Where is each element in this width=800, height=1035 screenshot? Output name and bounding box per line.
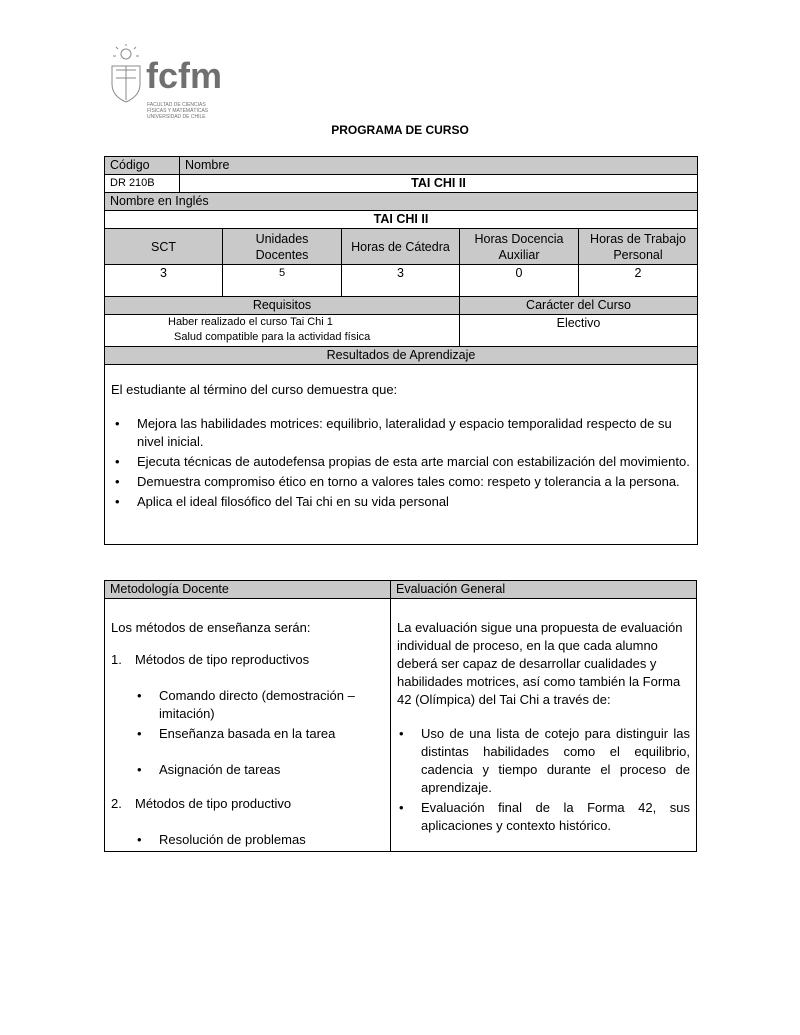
page-title: PROGRAMA DE CURSO — [331, 123, 469, 137]
list-item: • Evaluación final de la Forma 42, sus aplicaciones y contexto histórico. — [421, 799, 690, 835]
svg-text:FÍSICAS Y MATEMÁTICAS: FÍSICAS Y MATEMÁTICAS — [147, 108, 209, 114]
svg-text:fcfm: fcfm — [146, 55, 223, 96]
requisitos-value — [105, 315, 460, 347]
catedra-header: Horas de Cátedra — [342, 229, 460, 265]
codigo-label: Código — [105, 157, 180, 175]
metodologia-content — [105, 599, 391, 852]
caracter-value: Electivo — [460, 315, 698, 347]
nombre-label: Nombre — [180, 157, 698, 175]
nombre-value: TAI CHI II — [180, 175, 698, 193]
list-item: • Aplica el ideal filosófico del Tai chi en su vida personal — [137, 493, 691, 511]
requisito-2: Salud compatible para la actividad física — [174, 331, 371, 343]
resultados-label: Resultados de Aprendizaje — [105, 347, 698, 365]
resultados-intro: El estudiante al término del curso demuestra que: — [111, 382, 398, 397]
list-item: • Comando directo (demostración – imitación) — [159, 687, 384, 723]
codigo-value: DR 210B — [105, 175, 180, 193]
fcfm-logo — [108, 44, 238, 126]
ingles-value: TAI CHI II — [105, 211, 698, 229]
evaluacion-label: Evaluación General — [391, 581, 697, 599]
evaluacion-content — [391, 599, 697, 852]
method-1-title: Métodos de tipo reproductivos — [135, 652, 310, 667]
sct-header: SCT — [105, 229, 223, 265]
list-item: • Demuestra compromiso ético en torno a valores tales como: respeto y tolerancia a la persona. — [137, 473, 691, 491]
method-1-number: 1. — [111, 652, 122, 667]
auxiliar-header: Horas Docencia Auxiliar — [460, 229, 579, 265]
personal-value: 2 — [579, 265, 698, 297]
list-item: • Enseñanza basada en la tarea — [159, 725, 384, 743]
unidades-value: 5 — [223, 265, 342, 297]
list-item: • Mejora las habilidades motrices: equilibrio, lateralidad y espacio temporalidad respecto de su nivel inicial. — [137, 415, 691, 451]
sct-value: 3 — [105, 265, 223, 297]
ingles-label: Nombre en Inglés — [105, 193, 698, 211]
unidades-header: Unidades Docentes — [223, 229, 342, 265]
personal-header: Horas de Trabajo Personal — [579, 229, 698, 265]
list-item: • Ejecuta técnicas de autodefensa propias de esta arte marcial con estabilización del movimiento. — [137, 453, 691, 471]
list-item: • Uso de una lista de cotejo para distinguir las distintas habilidades como el equilibrio, cadencia y tiempo durante el proceso de aprendizaje. — [421, 725, 690, 797]
caracter-label: Carácter del Curso — [460, 297, 698, 315]
resultados-content — [105, 365, 698, 545]
university-seal-icon — [108, 44, 238, 126]
requisito-1: Haber realizado el curso Tai Chi 1 — [168, 316, 333, 328]
list-item: • Resolución de problemas — [159, 831, 384, 849]
evaluacion-intro: La evaluación sigue una propuesta de evaluación individual de proceso, en la que cada alumno deberá ser capaz de desarrollar cualidades y habilidades motrices, así como también la Forma 42 (Olímpica) del Tai Chi a través de: — [397, 620, 683, 707]
list-item: • Asignación de tareas — [159, 761, 384, 779]
metodologia-label: Metodología Docente — [105, 581, 391, 599]
course-info-table — [104, 156, 698, 545]
metodologia-intro: Los métodos de enseñanza serán: — [111, 620, 311, 635]
method-2-title: Métodos de tipo productivo — [135, 796, 292, 811]
svg-text:FACULTAD DE CIENCIAS: FACULTAD DE CIENCIAS — [147, 102, 206, 108]
method-2-number: 2. — [111, 796, 122, 811]
catedra-value: 3 — [342, 265, 460, 297]
methodology-table — [104, 580, 697, 852]
requisitos-label: Requisitos — [105, 297, 460, 315]
svg-text:UNIVERSIDAD DE CHILE: UNIVERSIDAD DE CHILE — [147, 114, 206, 120]
auxiliar-value: 0 — [460, 265, 579, 297]
